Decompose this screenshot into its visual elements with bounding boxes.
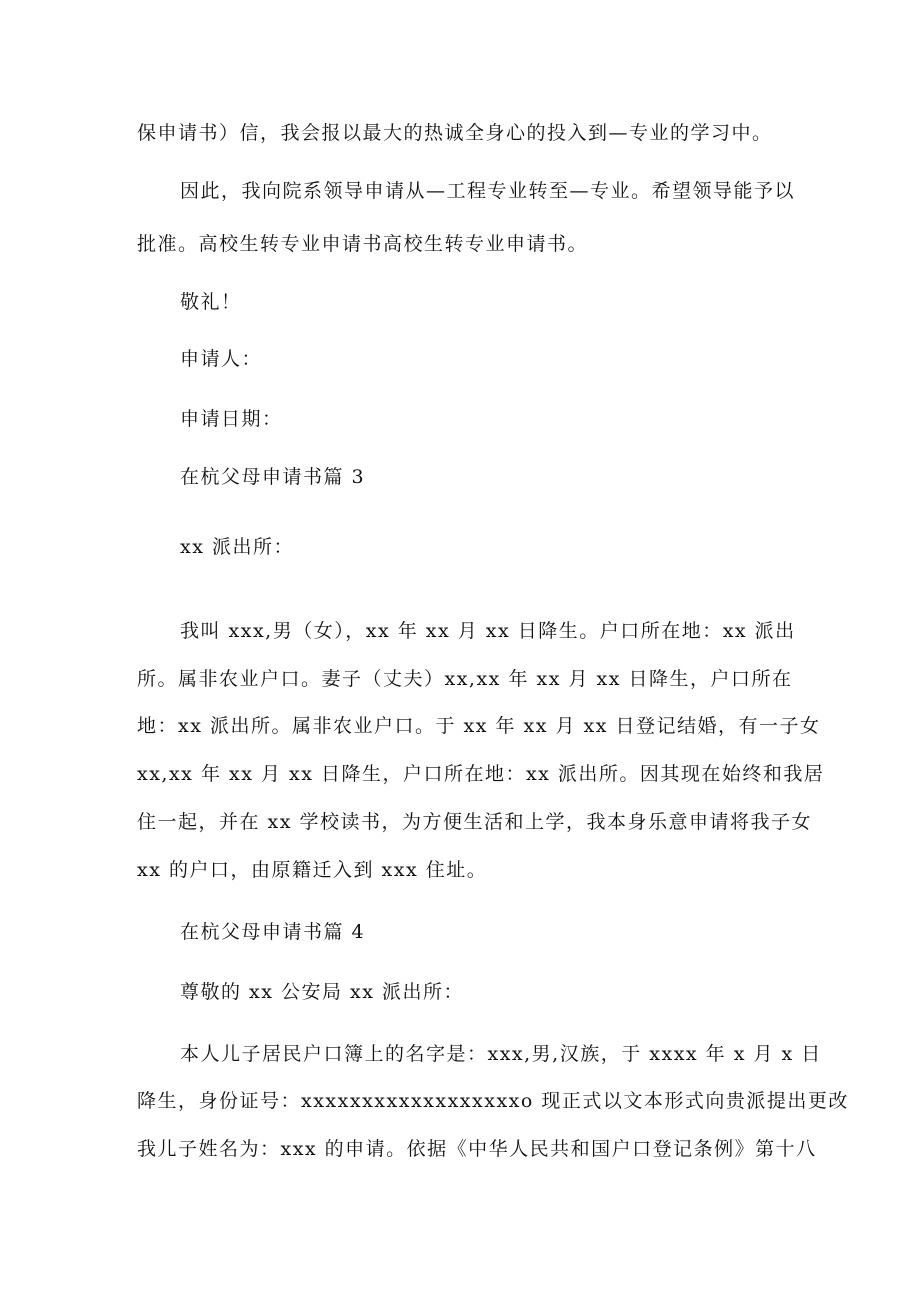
recipient-line: 尊敬的 xx 公安局 xx 派出所： <box>180 981 465 1003</box>
closing-salutation: 敬礼！ <box>180 291 242 313</box>
text-line: 批准。高校生转专业申请书高校生转专业申请书。 <box>137 233 589 255</box>
text-line: 保申请书）信，我会报以最大的热诚全身心的投入到—专业的学习中。 <box>137 122 773 144</box>
application-date-label: 申请日期： <box>180 408 283 430</box>
section-heading: 在杭父母申请书篇 3 <box>180 466 366 488</box>
text-line: 所。属非农业户口。妻子（丈夫）xx,xx 年 xx 月 xx 日降生，户口所在 <box>137 668 793 690</box>
text-line: 我儿子姓名为：xxx 的申请。依据《中华人民共和国户口登记条例》第十八 <box>137 1138 817 1160</box>
text-line: 地：xx 派出所。属非农业户口。于 xx 年 xx 月 xx 日登记结婚，有一子女 <box>137 715 821 737</box>
text-line: xx,xx 年 xx 月 xx 日降生，户口所在地：xx 派出所。因其现在始终和我居 <box>137 763 825 785</box>
section-heading: 在杭父母申请书篇 4 <box>180 921 366 943</box>
recipient-line: xx 派出所： <box>180 536 294 558</box>
text-line: 住一起，并在 xx 学校读书，为方便生活和上学，我本身乐意申请将我子女 <box>137 811 813 833</box>
text-line: 我叫 xxx,男（女），xx 年 xx 月 xx 日降生。户口所在地：xx 派出 <box>180 620 796 642</box>
text-line: xx 的户口，由原籍迁入到 xxx 住址。 <box>137 859 488 881</box>
applicant-label: 申请人： <box>180 348 263 370</box>
text-line: 降生，身份证号：xxxxxxxxxxxxxxxxxxo 现正式以文本形式向贵派提出更改 <box>137 1090 849 1112</box>
text-line: 因此，我向院系领导申请从—工程专业转至—专业。希望领导能予以 <box>180 180 796 202</box>
text-line: 本人儿子居民户口簿上的名字是：xxx,男,汉族，于 xxxx 年 x 月 x 日 <box>180 1043 822 1065</box>
